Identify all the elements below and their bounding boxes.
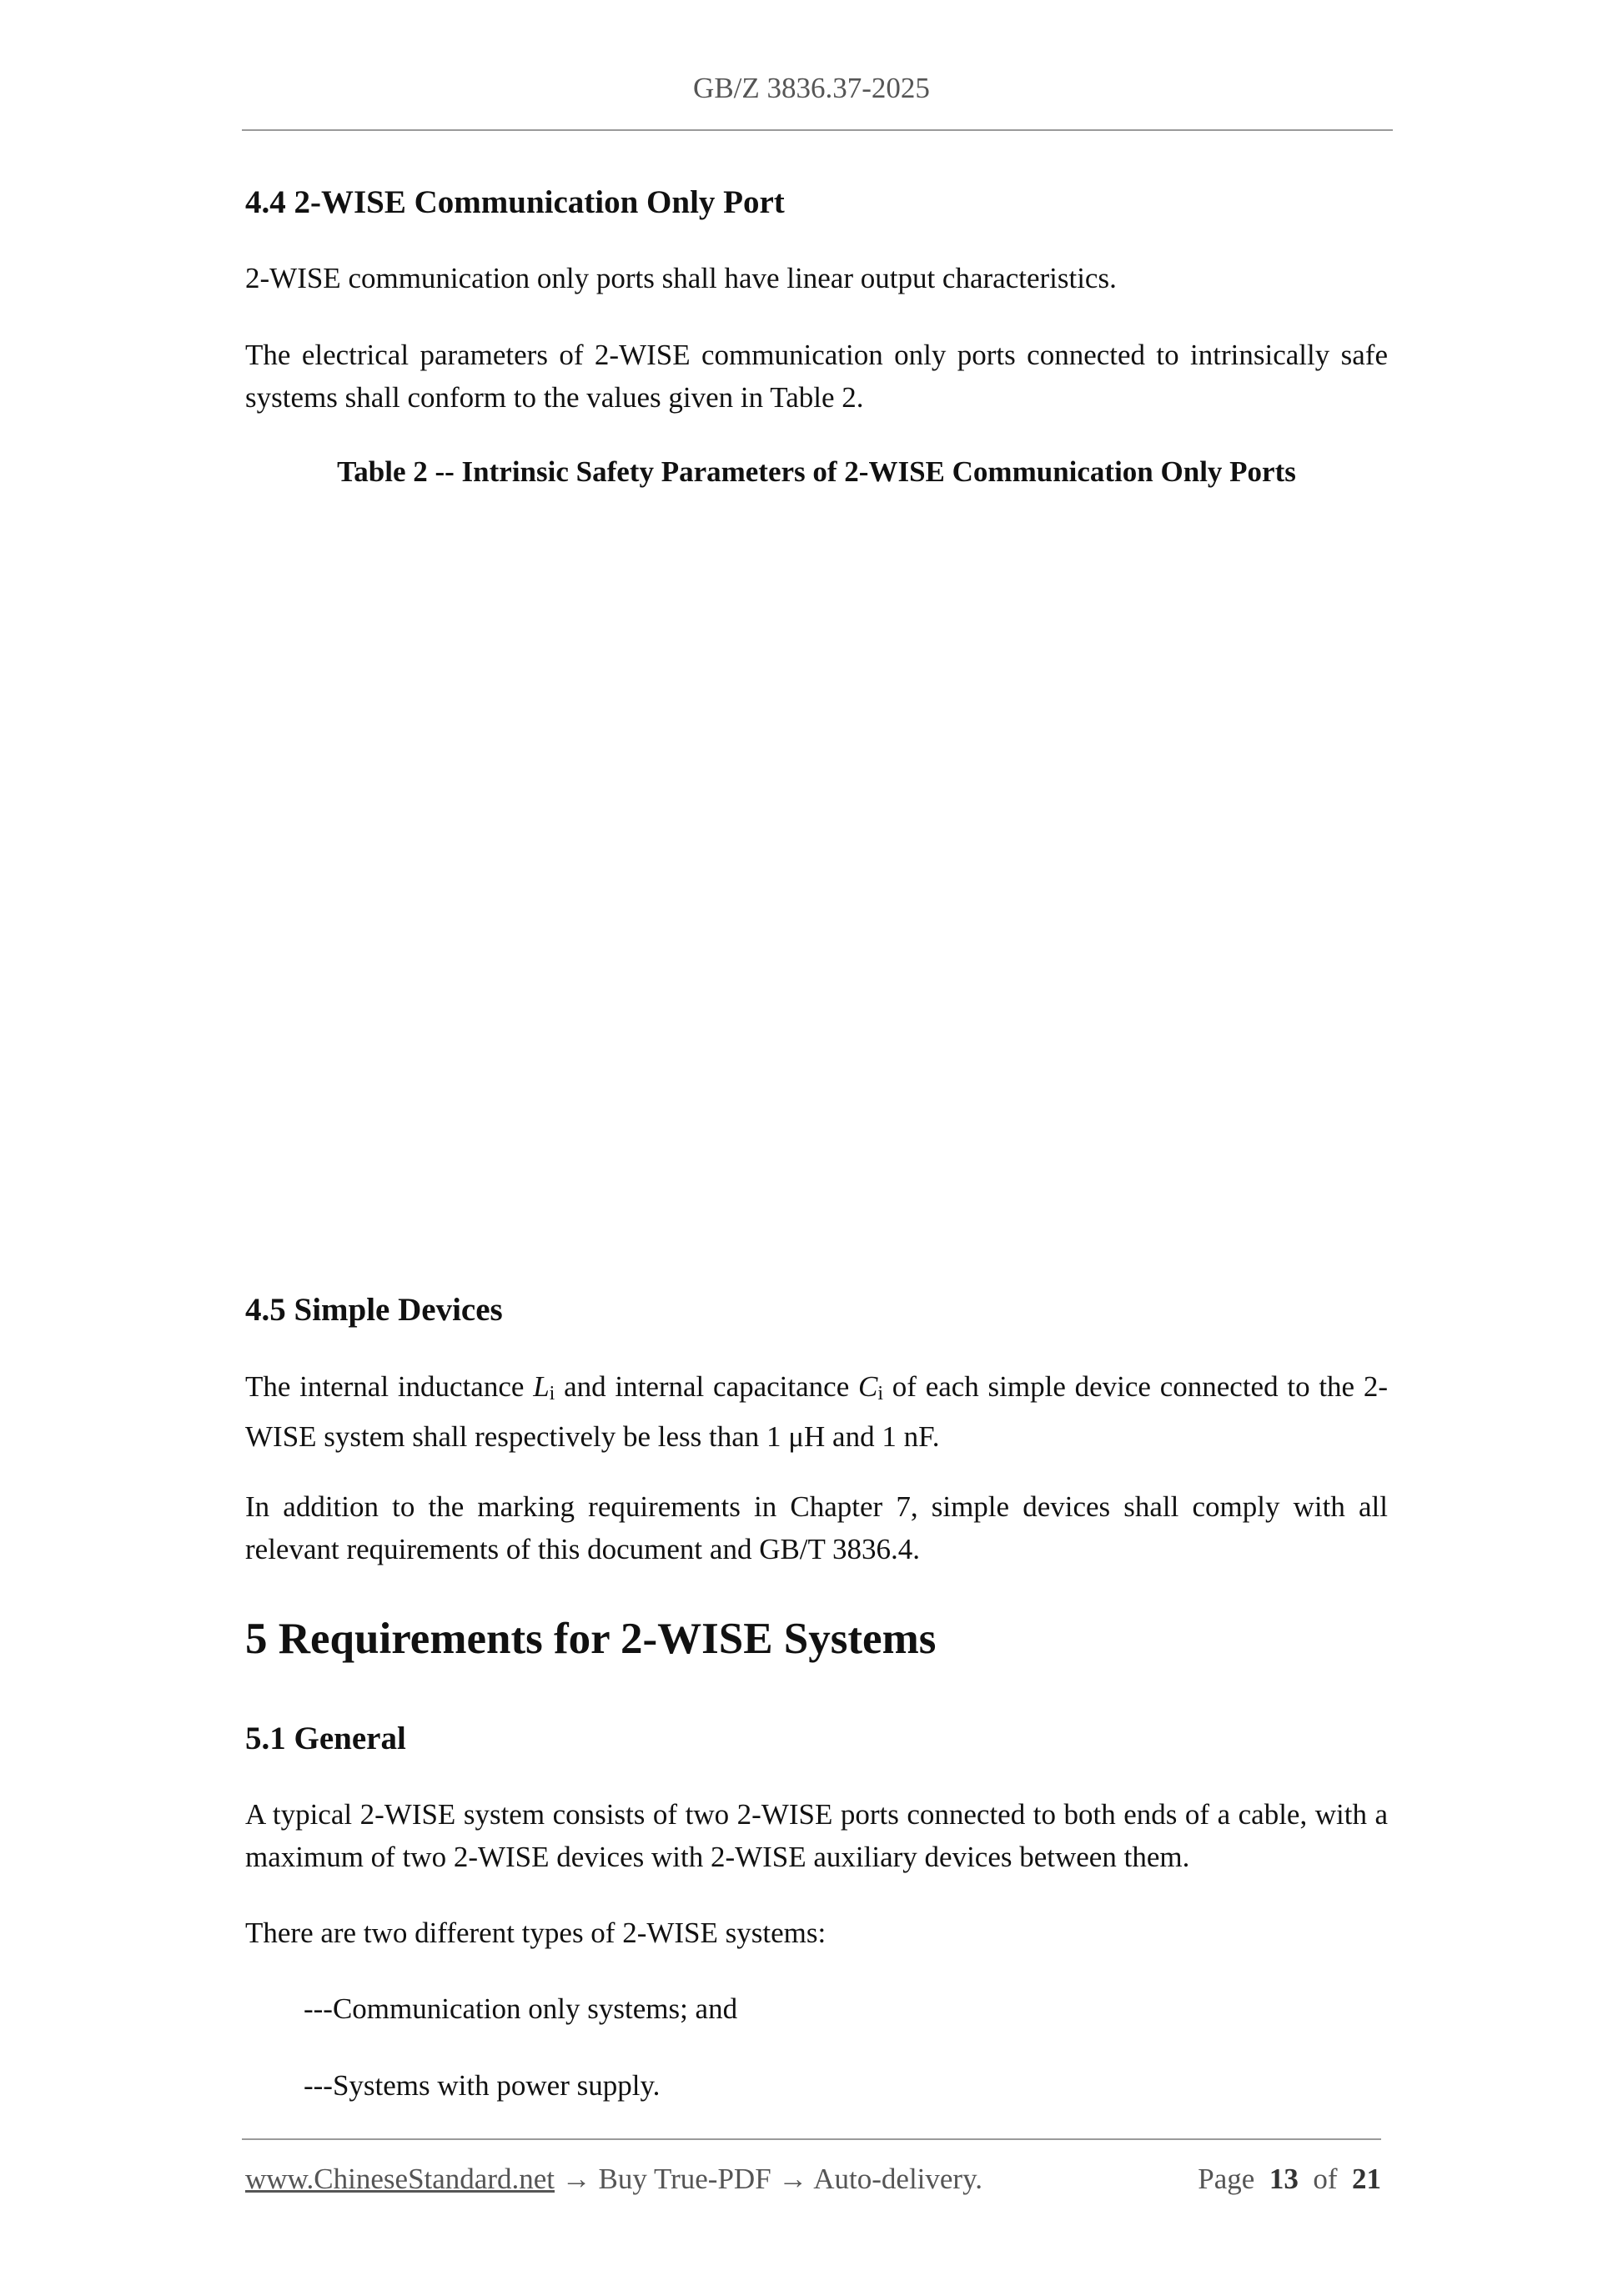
section-4-4-paragraph-1: 2-WISE communication only ports shall have linear output characteristics. — [245, 262, 1117, 294]
page-footer — [245, 2163, 1381, 2196]
footer-divider — [242, 2138, 1381, 2140]
arrow-right-icon: → — [778, 2163, 808, 2195]
capacitance-symbol: C — [857, 1370, 878, 1403]
document-code-header: GB/Z 3836.37-2025 — [693, 72, 930, 104]
section-4-4-paragraph-2: The electrical parameters of 2-WISE communication only ports connected to intrinsically safe systems shall conform to the values given in Table 2. — [245, 339, 1388, 414]
inductance-symbol: L — [533, 1370, 550, 1403]
arrow-right-icon: → — [561, 2163, 591, 2195]
page-number: Page 13 of 21 — [1198, 2163, 1381, 2195]
section-5-heading: 5 Requirements for 2-WISE Systems — [245, 1615, 937, 1663]
header-divider — [242, 129, 1393, 131]
table-2-placeholder — [245, 509, 1388, 1259]
table-2-caption: Table 2 -- Intrinsic Safety Parameters of 2-WISE Communication Only Ports — [337, 455, 1296, 488]
section-4-5-paragraph-1: The internal inductance $L_i$ and internal capacitance $C_i$ of each simple device connected to the 2-WISE system shall respectively be less than 1 μH and 1 nF. — [245, 1370, 1388, 1453]
section-4-5-paragraph-2: In addition to the marking requirements in Chapter 7, simple devices shall comply with all relevant requirements of this document and GB/T 3836.4. — [245, 1490, 1388, 1565]
section-5-1-paragraph-2: There are two different types of 2-WISE systems: — [245, 1917, 827, 1949]
section-5-1-paragraph-1: A typical 2-WISE system consists of two 2-WISE ports connected to both ends of a cable, with a maximum of two 2-WISE devices with 2-WISE auxiliary devices between them. — [245, 1798, 1388, 1873]
section-4-5-heading: 4.5 Simple Devices — [245, 1292, 503, 1328]
list-item-power-supply: ---Systems with power supply. — [304, 2069, 661, 2102]
auto-delivery-text: Auto-delivery. — [813, 2163, 983, 2195]
list-item-communication-only: ---Communication only systems; and — [304, 1992, 738, 2025]
buy-true-pdf-text: Buy True-PDF — [598, 2163, 771, 2195]
section-5-1-heading: 5.1 General — [245, 1721, 406, 1756]
chinesestandard-link[interactable]: www.ChineseStandard.net — [245, 2163, 555, 2195]
section-4-4-heading: 4.4 2-WISE Communication Only Port — [245, 184, 785, 220]
